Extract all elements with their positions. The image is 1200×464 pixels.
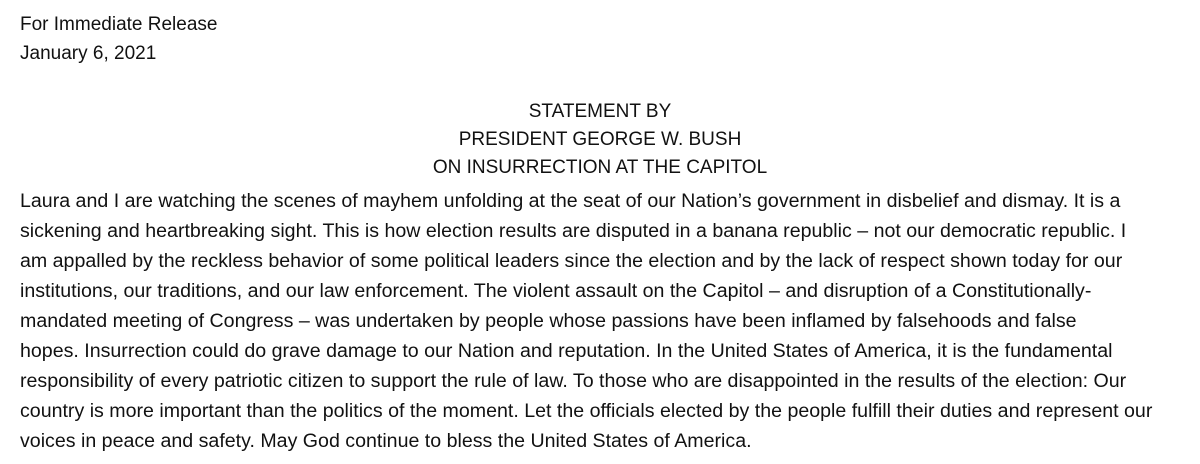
body-line: sickening and heartbreaking sight. This is how election results are disputed in a banana republic – not our democratic republic. I <box>20 220 1127 242</box>
body-line: hopes. Insurrection could do grave damage to our Nation and reputation. In the United States of America, it is the fundamental <box>20 340 1113 362</box>
statement-title <box>0 98 1200 182</box>
title-line-1: STATEMENT BY <box>528 101 672 122</box>
title-line-3: ON INSURRECTION AT THE CAPITOL <box>432 157 768 178</box>
body-line: institutions, our traditions, and our law enforcement. The violent assault on the Capitol – and disruption of a Constitutionally- <box>20 280 1092 302</box>
body-line: country is more important than the politics of the moment. Let the officials elected by the people fulfill their duties and represent our <box>20 400 1153 422</box>
release-label: For Immediate Release <box>20 14 218 35</box>
body-line: mandated meeting of Congress – was undertaken by people whose passions have been inflamed by falsehoods and false <box>20 310 1077 332</box>
statement-body <box>20 186 1190 456</box>
body-line: voices in peace and safety. May God continue to bless the United States of America. <box>20 430 752 452</box>
title-line-2: PRESIDENT GEORGE W. BUSH <box>458 129 742 150</box>
body-line: Laura and I are watching the scenes of mayhem unfolding at the seat of our Nation’s government in disbelief and dismay. It is a <box>20 190 1121 212</box>
body-line: responsibility of every patriotic citizen to support the rule of law. To those who are disappointed in the results of the election: Our <box>20 370 1127 392</box>
release-date: January 6, 2021 <box>20 43 157 64</box>
release-header <box>20 10 217 68</box>
body-line: am appalled by the reckless behavior of some political leaders since the election and by the lack of respect shown today for our <box>20 250 1123 272</box>
